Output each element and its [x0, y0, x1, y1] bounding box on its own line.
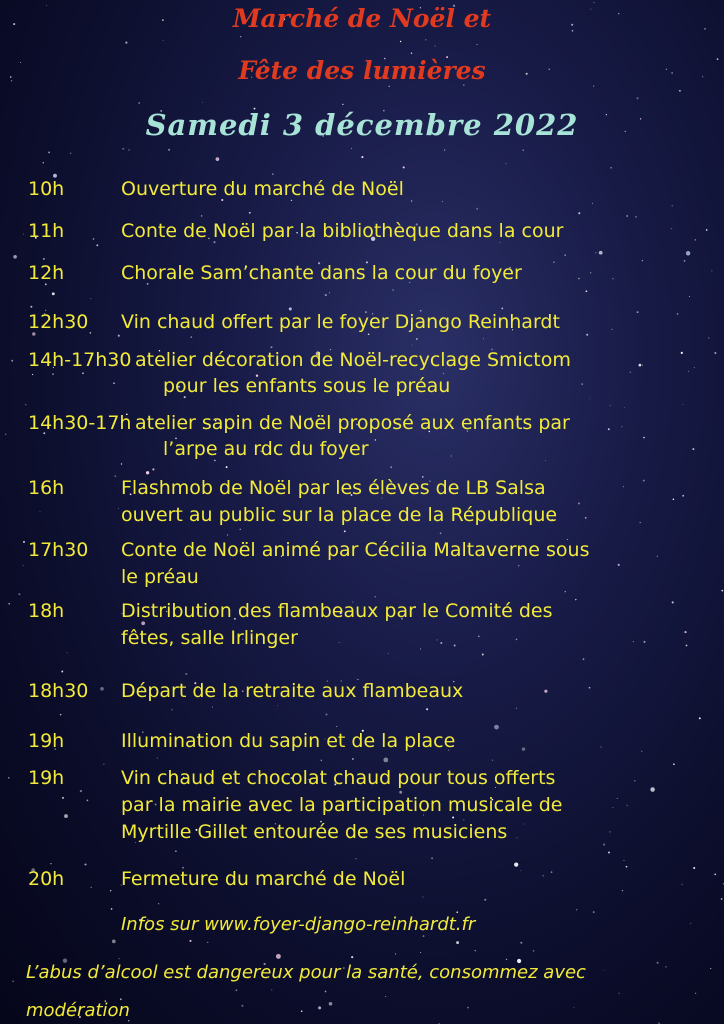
star-dot [590, 272, 591, 273]
star-dot [201, 215, 203, 217]
star-dot [688, 371, 689, 372]
event-time: 14h-17h30 [28, 349, 132, 371]
star-dot [673, 499, 675, 501]
star-dot [90, 332, 92, 334]
star-dot [18, 593, 20, 595]
star-dot [681, 352, 683, 354]
star-dot [128, 149, 130, 151]
star-dot [207, 942, 208, 943]
star-dot [12, 981, 13, 982]
star-dot [516, 639, 518, 641]
star-dot [412, 345, 413, 346]
star-dot [609, 831, 610, 832]
star-dot [25, 404, 26, 405]
star-dot [699, 717, 701, 719]
event-description: Vin chaud offert par le foyer Django Reinhardt [121, 311, 560, 333]
event-description: Fermeture du marché de Noël [121, 868, 406, 890]
event-time: 14h30-17h [28, 412, 132, 434]
star-dot [342, 104, 343, 105]
star-dot [575, 599, 576, 600]
star-dot [599, 251, 603, 255]
star-dot [682, 495, 684, 497]
star-dot [626, 866, 628, 868]
star-dot [152, 468, 154, 470]
star-dot [551, 871, 552, 872]
star-dot [277, 705, 278, 706]
star-dot [361, 156, 363, 158]
star-dot [325, 991, 327, 993]
star-dot [619, 993, 620, 994]
event-time: 19h [28, 730, 65, 752]
star-dot [383, 757, 388, 762]
event-description: Myrtille Gillet entourée de ses musiciens [121, 821, 508, 843]
star-dot [157, 758, 158, 759]
star-dot [276, 954, 281, 959]
star-dot [67, 652, 68, 653]
star-dot [351, 148, 352, 149]
star-dot [650, 787, 655, 792]
star-dot [118, 508, 119, 509]
star-dot [112, 940, 116, 944]
star-dot [236, 989, 238, 991]
star-dot [583, 658, 585, 660]
star-dot [84, 863, 86, 865]
star-dot [520, 942, 522, 944]
star-dot [694, 367, 695, 368]
star-dot [434, 45, 435, 46]
event-description: Distribution des flambeaux par le Comité des [121, 600, 553, 622]
star-dot [114, 475, 116, 477]
star-dot [639, 364, 642, 367]
star-dot [617, 798, 618, 799]
star-dot [168, 149, 170, 151]
star-dot [61, 671, 63, 673]
star-dot [623, 486, 624, 487]
star-dot [679, 90, 681, 92]
event-description: par la mairie avec la participation musicale de [121, 794, 563, 816]
star-dot [392, 289, 393, 290]
star-dot [593, 86, 594, 87]
star-dot [623, 860, 624, 861]
star-dot [80, 790, 82, 792]
star-dot [692, 448, 694, 450]
star-dot [578, 278, 580, 280]
star-dot [506, 163, 507, 164]
star-dot [352, 758, 354, 760]
star-dot [594, 2, 595, 3]
star-dot [52, 373, 54, 375]
star-dot [425, 39, 426, 40]
event-description: Chorale Sam’chante dans la cour du foyer [121, 262, 522, 284]
star-dot [43, 162, 44, 163]
star-dot [586, 290, 588, 292]
star-dot [640, 522, 641, 523]
star-dot [516, 708, 517, 709]
star-dot [695, 239, 696, 240]
star-dot [189, 940, 191, 942]
star-dot [657, 962, 659, 964]
title-line-1: Marché de Noël et [232, 4, 492, 33]
star-dot [695, 993, 696, 994]
star-dot [351, 956, 353, 958]
star-dot [30, 306, 32, 308]
star-dot [318, 1006, 321, 1009]
star-dot [476, 208, 478, 210]
event-time: 17h30 [28, 539, 89, 561]
star-dot [603, 844, 605, 846]
star-dot [578, 212, 580, 214]
star-dot [636, 97, 638, 99]
star-dot [514, 863, 518, 867]
event-description: pour les enfants sous le préau [163, 375, 451, 397]
star-dot [589, 398, 590, 399]
star-dot [622, 890, 623, 891]
star-dot [710, 968, 711, 969]
star-dot [643, 437, 645, 439]
star-dot [241, 1005, 243, 1007]
star-dot [721, 590, 723, 592]
star-dot [477, 44, 478, 45]
event-description: Illumination du sapin et de la place [121, 730, 456, 752]
star-dot [5, 434, 6, 435]
star-dot [420, 952, 421, 953]
star-dot [431, 857, 433, 859]
star-dot [416, 338, 418, 340]
star-dot [23, 234, 24, 235]
star-dot [483, 338, 484, 339]
star-dot [634, 780, 636, 782]
star-dot [163, 40, 164, 41]
star-dot [595, 252, 596, 253]
star-dot [545, 460, 546, 461]
star-dot [665, 966, 666, 967]
event-description: Départ de la retraite aux flambeaux [121, 680, 464, 702]
star-dot [642, 260, 643, 261]
star-dot [582, 383, 583, 384]
star-dot [146, 471, 149, 474]
star-dot [673, 763, 675, 765]
star-dot [23, 565, 24, 566]
star-dot [618, 564, 620, 566]
star-dot [395, 953, 396, 954]
star-dot [226, 466, 228, 468]
star-dot [613, 807, 614, 808]
info-website-text: Infos sur www.foyer-django-reinhardt.fr [121, 914, 476, 935]
star-dot [385, 996, 386, 997]
star-dot [671, 228, 672, 229]
star-dot [629, 371, 630, 372]
star-dot [444, 149, 445, 150]
star-dot [686, 645, 688, 647]
star-dot [344, 530, 346, 532]
star-dot [400, 41, 401, 42]
star-dot [467, 1007, 469, 1009]
star-dot [516, 837, 517, 838]
star-dot [454, 645, 456, 647]
star-dot [686, 251, 690, 255]
star-dot [240, 529, 241, 530]
star-dot [329, 292, 330, 293]
star-dot [422, 896, 423, 897]
star-dot [478, 636, 480, 638]
star-dot [684, 260, 686, 262]
star-dot [533, 950, 535, 952]
star-dot [593, 911, 595, 913]
star-dot [521, 870, 522, 871]
star-dot [643, 480, 645, 482]
star-dot [110, 890, 111, 891]
star-dot [600, 746, 601, 747]
star-dot [565, 591, 566, 592]
star-dot [118, 335, 120, 337]
star-dot [403, 166, 405, 168]
star-dot [13, 255, 17, 259]
star-dot [456, 941, 459, 944]
event-time: 12h30 [28, 311, 89, 333]
alcohol-warning-line-2: modération [26, 1000, 130, 1021]
star-dot [23, 541, 25, 543]
star-dot [482, 654, 484, 656]
star-dot [708, 337, 709, 338]
star-dot [522, 149, 523, 150]
star-dot [693, 867, 695, 869]
star-dot [440, 642, 442, 644]
star-dot [711, 270, 712, 271]
star-dot [40, 511, 41, 512]
star-dot [442, 201, 443, 202]
star-dot [64, 814, 68, 818]
event-time: 12h [28, 262, 65, 284]
star-dot [677, 313, 679, 315]
star-dot [60, 714, 62, 716]
event-time: 20h [28, 868, 65, 890]
star-dot [389, 86, 390, 87]
alcohol-warning-line-1: L’abus d’alcool est dangereux pour la santé, consommez avec [26, 962, 586, 983]
star-dot [158, 903, 159, 904]
star-dot [111, 908, 113, 910]
star-dot [672, 205, 673, 206]
star-dot [190, 336, 192, 338]
star-dot [714, 352, 716, 354]
event-time: 10h [28, 178, 65, 200]
event-description: Conte de Noël par la bibliothèque dans la cour [121, 220, 564, 242]
star-dot [420, 648, 421, 649]
star-dot [612, 278, 613, 279]
star-dot [586, 334, 588, 336]
star-dot [626, 215, 628, 217]
star-dot [52, 292, 55, 295]
star-dot [621, 426, 622, 427]
star-dot [684, 631, 686, 633]
star-dot [125, 42, 127, 44]
star-dot [32, 374, 33, 375]
star-dot [542, 875, 543, 876]
star-dot [603, 970, 604, 971]
star-dot [96, 244, 98, 246]
event-time: 18h [28, 600, 65, 622]
star-dot [523, 824, 524, 825]
star-dot [70, 153, 71, 154]
star-dot [93, 238, 94, 239]
event-time: 18h30 [28, 680, 89, 702]
star-dot [50, 863, 51, 864]
event-description: fêtes, salle Irlinger [121, 627, 298, 649]
star-dot [544, 690, 547, 693]
star-dot [484, 899, 486, 901]
star-dot [612, 329, 613, 330]
star-dot [641, 751, 642, 752]
event-description: l’arpe au rdc du foyer [163, 438, 369, 460]
star-dot [113, 383, 114, 384]
event-description: le préau [121, 566, 199, 588]
star-dot [375, 439, 377, 441]
star-dot [122, 148, 124, 150]
event-time: 11h [28, 220, 65, 242]
star-dot [90, 298, 91, 299]
star-dot [411, 53, 412, 54]
star-dot [642, 365, 643, 366]
star-dot [518, 565, 519, 566]
star-dot [494, 725, 499, 730]
star-dot [100, 687, 104, 691]
star-dot [325, 294, 327, 296]
star-dot [592, 203, 593, 204]
star-dot [608, 851, 610, 853]
star-dot [11, 360, 13, 362]
event-description: Flashmob de Noël par les élèves de LB Salsa [121, 477, 546, 499]
star-dot [610, 167, 612, 169]
star-dot [121, 463, 122, 464]
star-dot [227, 534, 228, 535]
star-dot [355, 858, 356, 859]
event-description: atelier décoration de Noël-recyclage Smictom [135, 349, 571, 371]
star-dot [240, 36, 241, 37]
star-dot [576, 909, 577, 910]
star-dot [103, 764, 104, 765]
star-dot [608, 428, 610, 430]
star-dot [492, 760, 493, 761]
star-dot [390, 466, 392, 468]
star-dot [212, 706, 213, 707]
star-dot [681, 884, 682, 885]
event-description: Vin chaud et chocolat chaud pour tous offerts [121, 767, 556, 789]
star-dot [426, 708, 428, 710]
event-time: 19h [28, 767, 65, 789]
star-dot [522, 747, 525, 750]
star-dot [637, 311, 639, 313]
star-dot [565, 255, 566, 256]
star-dot [436, 639, 437, 640]
event-description: Conte de Noël animé par Cécilia Maltaverne sous [121, 539, 590, 561]
star-dot [171, 709, 172, 710]
star-dot [321, 760, 322, 761]
star-dot [475, 950, 476, 951]
star-dot [8, 603, 10, 605]
star-dot [48, 151, 50, 153]
star-dot [644, 641, 646, 643]
star-dot [336, 726, 337, 727]
star-dot [216, 157, 220, 161]
star-dot [329, 1002, 333, 1006]
star-dot [175, 850, 176, 851]
star-dot [610, 405, 611, 406]
star-dot [8, 777, 9, 778]
star-dot [451, 455, 452, 456]
star-dot [721, 898, 723, 900]
star-dot [202, 102, 203, 103]
star-dot [627, 805, 628, 806]
star-dot [339, 642, 340, 643]
star-dot [301, 1010, 303, 1012]
event-time: 16h [28, 477, 65, 499]
star-dot [271, 989, 272, 990]
star-dot [585, 517, 587, 519]
star-dot [87, 800, 89, 802]
star-dot [423, 935, 425, 937]
star-dot [683, 404, 684, 405]
star-dot [714, 874, 716, 876]
star-dot [138, 102, 139, 103]
star-dot [578, 502, 580, 504]
star-dot [624, 407, 625, 408]
star-dot [272, 173, 274, 175]
star-dot [672, 601, 674, 603]
star-dot [573, 1007, 574, 1008]
star-dot [440, 532, 442, 534]
star-dot [90, 887, 92, 889]
star-dot [633, 641, 634, 642]
star-dot [657, 556, 658, 557]
star-dot [62, 797, 64, 799]
star-dot [589, 687, 591, 689]
star-dot [411, 200, 412, 201]
star-dot [119, 958, 120, 959]
star-dot [553, 261, 555, 263]
star-dot [388, 653, 389, 654]
star-dot [506, 959, 507, 960]
star-dot [325, 713, 327, 715]
star-dot [185, 673, 187, 675]
star-dot [689, 296, 690, 297]
star-dot [456, 911, 458, 913]
event-date: Samedi 3 décembre 2022 [145, 108, 579, 142]
title-line-2: Fête des lumières [238, 56, 486, 85]
star-dot [249, 212, 251, 214]
star-dot [690, 923, 691, 924]
star-dot [635, 216, 636, 217]
star-dot [706, 229, 708, 231]
event-description: atelier sapin de Noël proposé aux enfants par [135, 412, 570, 434]
event-description: Ouverture du marché de Noël [121, 178, 404, 200]
event-description: ouvert au public sur la place de la République [121, 504, 558, 526]
